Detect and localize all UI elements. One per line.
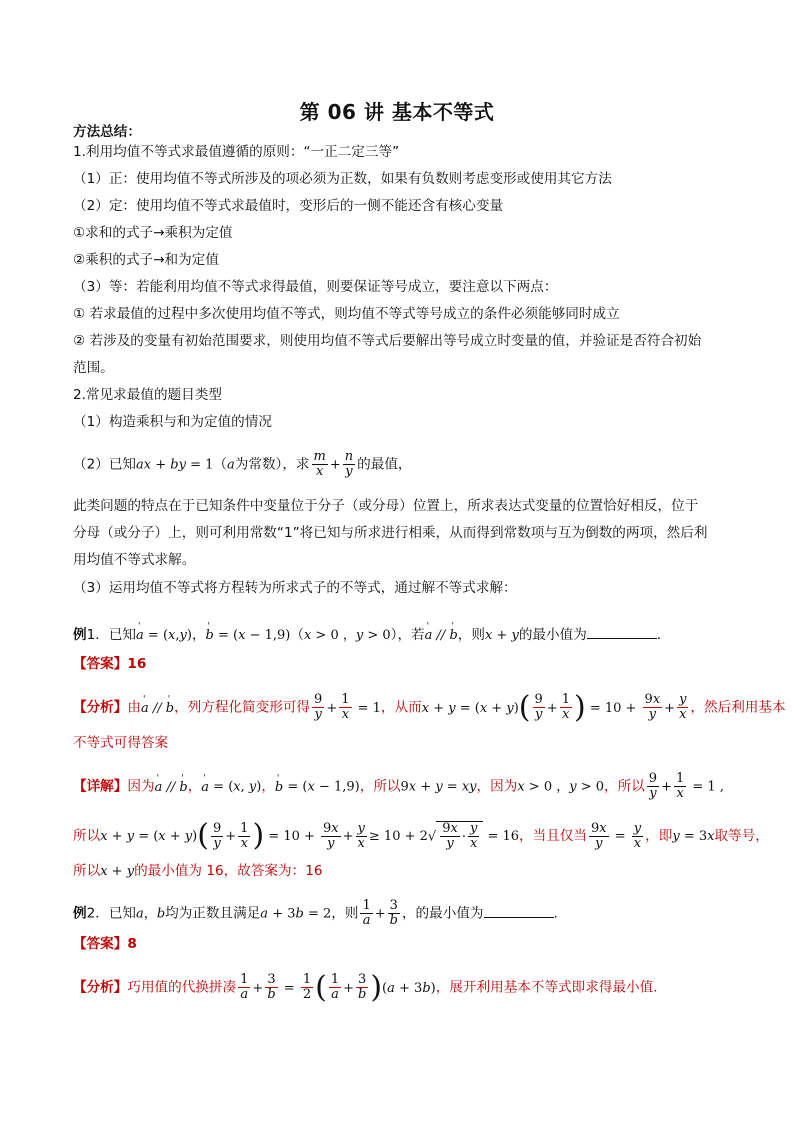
text-fragment: ，因为 xyxy=(476,778,518,795)
text-fragment: （ xyxy=(213,456,227,473)
fraction-m-x: $\frac{m}{x}$ xyxy=(313,449,326,479)
text-fragment: 所以 xyxy=(73,828,101,844)
example-1-detail-3: 所以x + y的最小值为 16，故答案为：16 xyxy=(73,863,323,879)
text-fragment: ，则 xyxy=(457,627,485,643)
answer-value: 16 xyxy=(127,656,147,672)
example-1-analysis-cont: 不等式可得答案 xyxy=(73,735,169,751)
text-fragment: 所以 xyxy=(73,863,101,879)
summary-heading: 方法总结： xyxy=(73,124,141,140)
summary-line-12: （2）已知ax + by = 1（a为常数），求 $\frac{m}{x}$ + $\frac{n}{y}$ 的最值， xyxy=(73,449,412,479)
text-fragment: ），若 xyxy=(390,627,425,643)
summary-line-16: （3）运用均值不等式将方程转为所求式子的不等式，通过解不等式求解： xyxy=(73,580,517,596)
analysis-tag: 【分析】 xyxy=(73,699,128,716)
example-1-detail: 【详解】因为' a // ' b，' a = (x, y)，' b = (x − 1,9)，所以9x + y = xy，因为x > 0 ，y > 0，所以 $\frac{9}{y}$ + $\frac{1}{x}$ = 1 , xyxy=(73,772,724,801)
text-fragment: ． xyxy=(656,627,671,643)
summary-line-5: ②乘积的式子→和为定值 xyxy=(73,252,219,268)
text-fragment: 巧用值的代换拼凑 xyxy=(127,979,237,996)
text-fragment: 均为正数且满足 xyxy=(165,905,261,922)
summary-line-9: 范围。 xyxy=(73,360,114,376)
summary-line-2: （1）正：使用均值不等式所涉及的项必须为正数，如果有负数则考虑变形或使用其它方法 xyxy=(73,171,612,187)
text-fragment: ，当且仅当 xyxy=(519,828,587,844)
example-1-detail-2: 所以x + y = (x + y)( $\frac{9}{y}$ + $\frac{1}{x}$ ) = 10 + $\frac{9x}{y}$ + $\frac{y}{x}$ ≥ 10 + 2√ $\frac{9x}{y}$ · $\frac{y}{x}$ = 16，当且仅当 $\frac{9x}{y}$ = $\frac{y}{x}$ ，即y = 3x取等号， xyxy=(73,818,769,853)
math-condition: ax xyxy=(136,457,152,473)
text-fragment: ， xyxy=(191,627,206,643)
summary-line-3: （2）定：使用均值不等式求最值时，变形后的一侧不能还含有核心变量 xyxy=(73,198,504,214)
example-2-analysis: 【分析】巧用值的代换拼凑 $\frac{1}{a}$ + $\frac{3}{b}$ = $\frac{1}{2}$ ( $\frac{1}{a}$ + $\frac{3}{b}$ )(a + 3b)，展开利用基本不等式即求得最小值. xyxy=(73,969,658,1005)
example-label: 例 xyxy=(73,627,87,643)
summary-line-10: 2.常见求最值的题目类型 xyxy=(73,387,222,403)
text-fragment: 由 xyxy=(127,699,141,716)
summary-line-13: 此类问题的特点在于已知条件中变量位于分子（或分母）位置上，所求表达式变量的位置恰好相反，位于 xyxy=(73,498,699,514)
answer-tag: 【答案】 xyxy=(73,656,128,672)
summary-line-11: （1）构造乘积与和为定值的情况 xyxy=(73,414,272,430)
text-fragment: ，的最小值为 xyxy=(401,905,484,922)
example-1-answer xyxy=(73,654,146,674)
text-fragment: 16 xyxy=(305,863,323,879)
analysis-tag: 【分析】 xyxy=(73,979,128,996)
example-label: 例 xyxy=(73,905,87,922)
summary-line-1: 1.利用均值不等式求最值遵循的原则：“一正二定三等” xyxy=(73,144,400,160)
example-2-answer xyxy=(73,934,137,954)
page-title: 第 06 讲 基本不等式 xyxy=(299,100,495,124)
text-fragment: . xyxy=(553,905,558,922)
text-fragment: 为常数），求 xyxy=(234,456,310,473)
text-fragment: 因为 xyxy=(127,778,155,795)
text-fragment: ，列方程化简变形可得 xyxy=(174,699,311,716)
fraction-n-y: $\frac{n}{y}$ xyxy=(344,449,354,479)
text-fragment: ，所以 xyxy=(604,778,645,795)
summary-line-4: ①求和的式子→乘积为定值 xyxy=(73,225,233,241)
text-fragment: 2．已知 xyxy=(86,905,137,922)
summary-line-6: （3）等：若能利用均值不等式求得最值，则要保证等号成立，要注意以下两点： xyxy=(73,279,558,295)
summary-line-7: ① 若求最值的过程中多次使用均值不等式，则均值不等式等号成立的条件必须能够同时成立 xyxy=(73,306,620,322)
text-fragment: ，即 xyxy=(645,828,673,844)
text-fragment: ，然后利用基本 xyxy=(690,699,786,716)
answer-value: 8 xyxy=(127,936,137,952)
text-fragment: （2）已知 xyxy=(73,456,137,473)
text-fragment: 的最小值为 xyxy=(518,627,587,643)
text-fragment: 取等号， xyxy=(714,828,769,844)
text-fragment: 的最小值为 16，故答案为： xyxy=(134,863,306,879)
summary-line-14: 分母（或分子）上，则可利用常数“1”将已知与所求进行相乘，从而得到常数项与互为倒数的两项，然后利 xyxy=(73,525,708,541)
example-1-analysis: 【分析】由' a // ' b，列方程化简变形可得 $\frac{9}{y}$ + $\frac{1}{x}$ = 1，从而x + y = (x + y)( $\frac{9}{y}$ + $\frac{1}{x}$ ) = 10 + $\frac{9x}{y}$ + $\frac{y}{x}$ ，然后利用基本 xyxy=(73,693,786,722)
answer-tag: 【答案】 xyxy=(73,936,128,952)
answer-blank xyxy=(484,903,554,918)
example-1-question: 例1．已知' a = (x,y)，' b = (x − 1,9)（x > 0 ，y > 0），若' a // ' b，则x + y的最小值为 ． xyxy=(73,624,670,646)
answer-blank xyxy=(587,624,657,639)
text-fragment: ，所以 xyxy=(359,778,401,795)
text-fragment: 1．已知 xyxy=(86,627,137,643)
example-2-question: 例2．已知a，b均为正数且满足a + 3b = 2，则 $\frac{1}{a}$ + $\frac{3}{b}$ ，的最小值为 . xyxy=(73,898,558,928)
detail-tag: 【详解】 xyxy=(73,778,128,795)
text-fragment: ，则 xyxy=(331,905,359,922)
summary-line-8: ② 若涉及的变量有初始范围要求，则使用均值不等式后要解出等号成立时变量的值，并验证是否符合初始 xyxy=(73,333,702,349)
text-fragment: ，展开利用基本不等式即求得最小值. xyxy=(435,979,658,996)
text-fragment: ，从而 xyxy=(380,699,422,716)
text-fragment: 的最值， xyxy=(357,456,412,473)
summary-line-15: 用均值不等式求解。 xyxy=(73,552,196,568)
text-fragment: （ xyxy=(290,627,304,643)
square-root: √ $\frac{9x}{y}$ · $\frac{y}{x}$ xyxy=(428,821,483,851)
